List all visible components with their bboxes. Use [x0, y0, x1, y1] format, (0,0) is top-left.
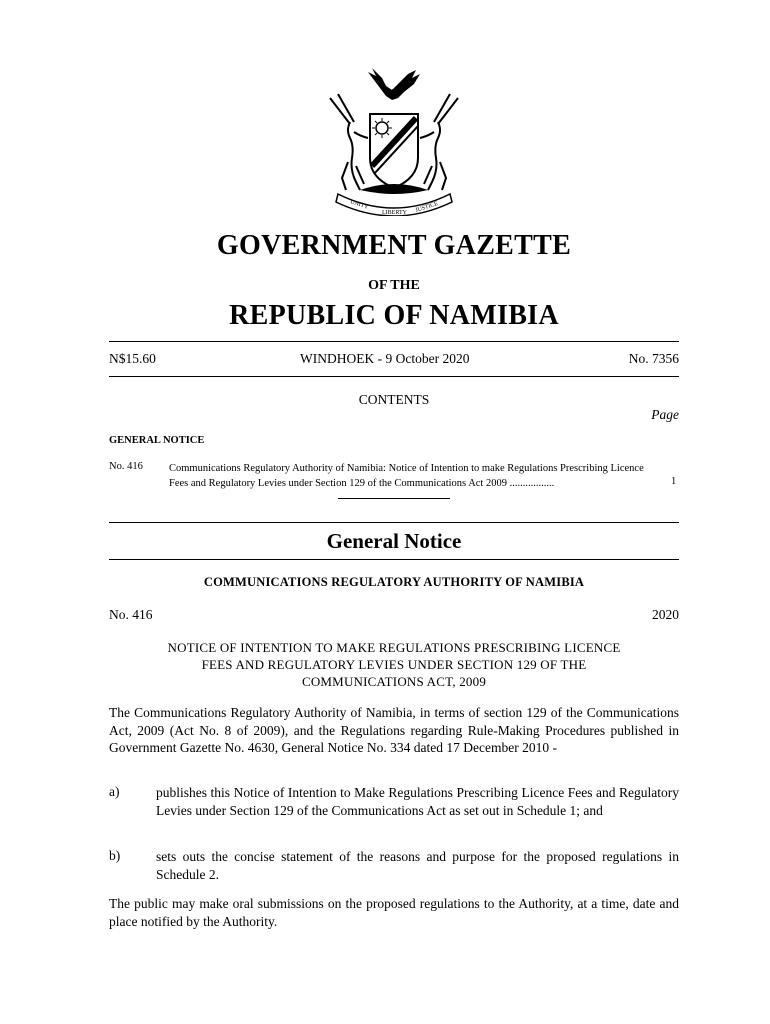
welwitschia-base-icon	[360, 184, 428, 194]
item-b-label: b)	[109, 848, 121, 863]
republic-title: REPUBLIC OF NAMIBIA	[229, 300, 559, 331]
eagle-icon	[368, 68, 420, 100]
notice-rule-top	[109, 522, 679, 523]
contents-section-heading: GENERAL NOTICE	[109, 435, 205, 446]
motto-unity: UNITY	[349, 199, 369, 211]
header-rule-bottom	[109, 376, 679, 377]
authority-heading: COMMUNICATIONS REGULATORY AUTHORITY OF NAMIBIA	[203, 575, 585, 589]
item-b-text: sets outs the concise statement of the reasons and purpose for the proposed regulations in Schedule 2.	[156, 849, 679, 882]
general-notice-heading: General Notice	[326, 529, 462, 553]
item-a-text: publishes this Notice of Intention to Make Regulations Prescribing Licence Fees and Regulatory Levies under Section 129 of the Communications Act as set out in Schedule 1; and	[156, 785, 679, 818]
page-column-label: Page	[651, 407, 679, 422]
contents-heading: CONTENTS	[358, 392, 430, 407]
motto-ribbon-icon	[336, 194, 452, 216]
closing-paragraph: The public may make oral submissions on the proposed regulations to the Authority, at a time, date and place notified by the Authority.	[109, 896, 679, 929]
shield-icon	[370, 114, 418, 188]
issue-number-label: No. 7356	[628, 351, 679, 366]
toc-entry-number: No. 416	[109, 461, 143, 472]
contents-end-rule	[338, 498, 450, 499]
notice-number: No. 416	[109, 607, 153, 622]
of-the-label: OF THE	[368, 278, 420, 293]
toc-entry-text: Communications Regulatory Authority of Namibia: Notice of Intention to make Regulations Prescribing Licence Fees and Regulatory Levies under Section 129 of the Communications Act 2009 .................	[169, 463, 644, 489]
header-rule-top	[109, 341, 679, 342]
left-oryx-icon	[330, 94, 368, 190]
item-a-label: a)	[109, 784, 120, 799]
notice-rule-bottom	[109, 559, 679, 560]
notice-year: 2020	[652, 607, 679, 622]
notice-title: NOTICE OF INTENTION TO MAKE REGULATIONS PRESCRIBING LICENCE FEES AND REGULATORY LEVIES UNDER SECTION 129 OF THE COMMUNICATIONS ACT, 2009	[167, 640, 621, 689]
motto-liberty: LIBERTY	[382, 210, 407, 216]
right-oryx-icon	[420, 94, 458, 190]
motto-justice: JUSTICE	[414, 200, 439, 214]
gazette-title: GOVERNMENT GAZETTE	[216, 230, 572, 261]
price-label: N$15.60	[109, 351, 156, 366]
coat-of-arms-emblem	[320, 66, 468, 216]
intro-paragraph: The Communications Regulatory Authority of Namibia, in terms of section 129 of the Communications Act, 2009 (Act No. 8 of 2009), and the Regulations regarding Rule-Making Procedures published in Government Gazette No. 4630, General Notice No. 334 dated 17 December 2010 -	[109, 705, 679, 755]
place-date-label: WINDHOEK - 9 October 2020	[300, 351, 470, 366]
toc-entry-page: 1	[671, 476, 677, 487]
